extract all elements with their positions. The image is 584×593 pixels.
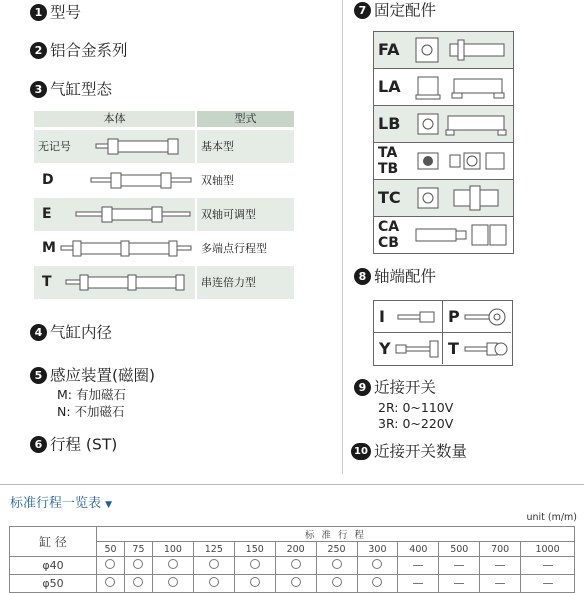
number-badge: 8 — [354, 268, 371, 285]
number-badge: 9 — [354, 379, 371, 396]
section-label: 固定配件 — [374, 1, 437, 20]
section-label: 型号 — [50, 3, 82, 22]
stroke-value: 75 — [124, 542, 152, 557]
number-badge: 5 — [30, 367, 47, 384]
mounting-code-cb: CB — [378, 235, 399, 251]
stroke-value: 250 — [316, 542, 357, 557]
available-circle-icon — [209, 577, 219, 587]
model-type: 双轴可调型 — [197, 198, 294, 231]
mounting-row — [374, 106, 513, 143]
stroke-body — [10, 557, 575, 593]
available-circle-icon — [105, 559, 115, 569]
available-circle-icon — [332, 577, 342, 587]
rod-end-code: P — [448, 307, 460, 326]
clevis-drawing — [414, 221, 510, 249]
model-code: E — [42, 206, 52, 222]
stroke-value: 700 — [480, 542, 521, 557]
cylinder-tandem-drawing — [64, 272, 194, 294]
foot-drawing — [414, 73, 510, 101]
model-code: M — [42, 240, 56, 256]
mounting-code: TC — [378, 188, 401, 207]
table-header-type: 型式 — [197, 111, 294, 127]
table-row — [34, 130, 294, 163]
number-badge: 4 — [30, 324, 47, 341]
model-type: 多端点行程型 — [201, 242, 267, 255]
foot-long-drawing — [414, 110, 510, 138]
stroke-value: 100 — [152, 542, 193, 557]
available-circle-icon — [372, 577, 382, 587]
section-stroke — [30, 434, 117, 455]
number-badge: 10 — [351, 443, 371, 460]
trunnion-drawing — [414, 147, 510, 175]
mounting-row — [374, 69, 513, 106]
stroke-list-title: 标准行程一览表 ▼ — [10, 496, 113, 511]
rod-end-code: I — [379, 307, 385, 326]
unavailable-dash-icon — [454, 565, 464, 566]
mounting-row — [374, 32, 513, 69]
available-circle-icon — [168, 577, 178, 587]
table-row — [34, 232, 294, 265]
rod-end-cell — [443, 333, 511, 364]
stroke-value: 1000 — [521, 542, 575, 557]
section-bore — [30, 322, 112, 343]
cylinder-double-rod-drawing — [89, 170, 194, 192]
stroke-cell — [97, 557, 125, 575]
available-circle-icon — [133, 559, 143, 569]
table-row — [34, 266, 294, 299]
section-label: 近接开关数量 — [374, 442, 468, 461]
model-type: 基本型 — [197, 130, 294, 163]
rod-end-p-drawing — [463, 305, 509, 329]
model-code: D — [42, 172, 54, 188]
cylinder-multi-stroke-drawing — [59, 238, 194, 260]
stroke-value: 200 — [275, 542, 316, 557]
available-circle-icon — [250, 577, 260, 587]
section-switch-qty — [351, 441, 467, 462]
available-circle-icon — [372, 559, 382, 569]
model-type: 串连倍力型 — [197, 266, 294, 299]
mounting-row — [374, 217, 513, 253]
rod-end-t-drawing — [463, 337, 509, 361]
section-mounting — [354, 0, 436, 21]
flange-drawing — [414, 36, 510, 64]
unit-label: unit (m/m) — [526, 512, 577, 523]
cylinder-basic-drawing — [94, 136, 194, 158]
unavailable-dash-icon — [413, 565, 423, 566]
rod-end-i-drawing — [396, 307, 440, 327]
number-badge: 2 — [30, 42, 47, 59]
switch-option-2r: 2R: 0~110V — [378, 400, 454, 415]
mounting-table — [373, 31, 514, 254]
section-cylinder-form — [30, 79, 112, 100]
rod-end-y-drawing — [394, 337, 440, 361]
stroke-cell — [124, 557, 152, 575]
number-badge: 1 — [30, 4, 47, 21]
unavailable-dash-icon — [543, 565, 553, 566]
center-trunnion-drawing — [414, 184, 510, 212]
number-badge: 6 — [30, 436, 47, 453]
table-row — [10, 557, 575, 575]
stroke-cell — [193, 557, 234, 575]
divider — [0, 484, 584, 485]
available-circle-icon — [133, 577, 143, 587]
stroke-value: 300 — [357, 542, 398, 557]
stroke-value: 125 — [193, 542, 234, 557]
section-label: 近接开关 — [374, 378, 437, 397]
stroke-cell — [357, 557, 398, 575]
section-label: 感应装置(磁圈) — [50, 366, 156, 385]
table-row — [34, 164, 294, 197]
available-circle-icon — [209, 559, 219, 569]
stroke-cell — [398, 557, 439, 575]
section-label: 气缸型态 — [50, 80, 113, 99]
available-circle-icon — [332, 559, 342, 569]
unavailable-dash-icon — [495, 565, 505, 566]
stroke-cell — [275, 557, 316, 575]
stroke-cell — [316, 557, 357, 575]
stroke-value: 50 — [97, 542, 125, 557]
stroke-value: 400 — [398, 542, 439, 557]
sensor-option-n: N: 不加磁石 — [57, 404, 125, 419]
mounting-row — [374, 180, 513, 217]
number-badge: 7 — [354, 2, 371, 19]
stroke-cell — [439, 557, 480, 575]
switch-option-3r: 3R: 0~220V — [378, 416, 454, 431]
cylinder-form-table — [34, 111, 294, 303]
available-circle-icon — [291, 559, 301, 569]
model-code: 无记号 — [38, 140, 71, 153]
bore-value: φ50 — [10, 575, 97, 593]
rod-end-code: Y — [379, 339, 391, 358]
section-proximity-switch — [354, 377, 436, 398]
bore-header: 缸 径 — [10, 527, 97, 557]
section-label: 行程 (ST) — [50, 435, 118, 454]
cylinder-adjustable-drawing — [74, 204, 194, 226]
section-model — [30, 2, 81, 23]
section-series — [30, 40, 128, 61]
mounting-code-tb: TB — [378, 161, 399, 177]
stroke-header: 标 准 行 程 — [97, 527, 575, 542]
mounting-row — [374, 143, 513, 180]
mounting-code-ta: TA — [378, 145, 398, 161]
rod-end-code: T — [448, 339, 459, 358]
rod-end-table — [373, 300, 513, 366]
dropdown-triangle-icon: ▼ — [105, 500, 113, 510]
stroke-cell — [152, 557, 193, 575]
rod-end-cell — [374, 333, 443, 364]
stroke-value: 150 — [234, 542, 275, 557]
available-circle-icon — [168, 559, 178, 569]
column-divider — [342, 0, 343, 474]
stroke-cell — [480, 557, 521, 575]
mounting-code: FA — [378, 40, 400, 59]
number-badge: 3 — [30, 81, 47, 98]
mounting-code-ca: CA — [378, 219, 400, 235]
model-code: T — [42, 274, 52, 290]
mounting-code: LB — [378, 114, 401, 133]
rod-end-cell — [443, 301, 511, 333]
section-rod-end — [354, 266, 436, 287]
stroke-cell — [234, 557, 275, 575]
available-circle-icon — [105, 577, 115, 587]
stroke-table — [9, 526, 575, 593]
table-row — [34, 198, 294, 231]
section-label: 轴端配件 — [374, 267, 437, 286]
table-header-body: 本体 — [34, 111, 195, 127]
stroke-cell — [521, 557, 575, 575]
mounting-code: LA — [378, 77, 401, 96]
section-label: 铝合金系列 — [50, 41, 128, 60]
available-circle-icon — [250, 559, 260, 569]
rod-end-cell — [374, 301, 443, 333]
section-label: 气缸内径 — [50, 323, 113, 342]
model-type: 双轴型 — [201, 174, 234, 187]
stroke-value: 500 — [439, 542, 480, 557]
bore-value: φ40 — [10, 557, 97, 575]
section-sensor — [30, 365, 155, 386]
sensor-option-m: M: 有加磁石 — [57, 387, 126, 402]
available-circle-icon — [291, 577, 301, 587]
